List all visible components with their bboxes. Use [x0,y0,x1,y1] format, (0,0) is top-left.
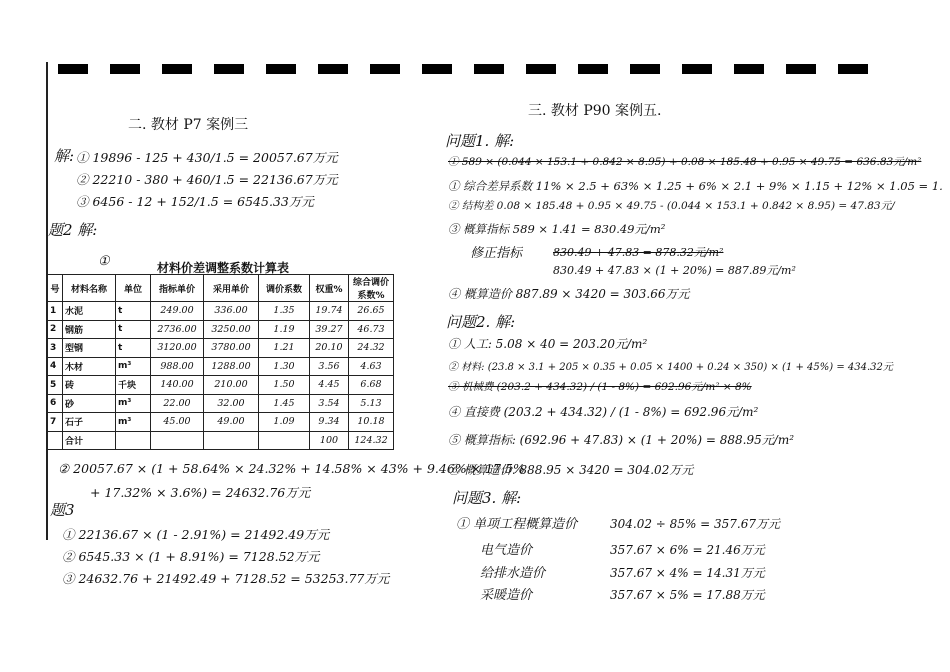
adjust-coef: 1.09 [259,413,310,432]
table-row [48,357,394,376]
header-cell: 调价系数 [259,275,310,302]
table-header-row [48,275,394,302]
index-price: 249.00 [151,302,204,321]
adjust-coef: 1.35 [259,302,310,321]
right-fix-struck: 830.49 + 47.83 = 878.32元/m² [553,246,724,259]
material-unit: m³ [116,357,151,376]
row-index: 2 [48,320,63,339]
header-cell: 指标单价 [151,275,204,302]
right-q2-line-5: ⑥ 概算造价. 888.95 × 3420 = 304.02万元 [448,463,694,477]
combined-coef: 46.73 [349,320,394,339]
table-title: 材料价差调整系数计算表 [157,261,290,275]
right-heading: 三. 教材 P90 案例五. [528,103,662,119]
right-q3-item-label: ① 单项工程概算造价 [456,517,578,532]
material-unit: m³ [116,394,151,413]
table-row [48,394,394,413]
left-solution-line-1: ① 19896 - 125 + 430/1.5 = 20057.67万元 [76,150,338,165]
table-row [48,339,394,358]
empty-cell [116,431,151,450]
right-q2-line-2: ② 材料: (23.8 × 3.1 + 205 × 0.35 + 0.05 × 1400 + 0.24 × 350) × (1 + 45%) = 434.32元 [448,362,893,373]
right-q1-line-3: ③ 概算指标 589 × 1.41 = 830.49元/m² [448,222,666,236]
adopted-price: 32.00 [204,394,259,413]
left-q3-line-3: ③ 24632.76 + 21492.49 + 7128.52 = 53253.77万元 [62,571,390,586]
index-price: 988.00 [151,357,204,376]
empty-cell [151,431,204,450]
combined-coef: 24.32 [349,339,394,358]
adopted-price: 49.00 [204,413,259,432]
combined-coef: 26.65 [349,302,394,321]
left-q2-label: 题2 解: [48,221,98,239]
table-row [48,302,394,321]
right-q1-struck-line: ① 589 × (0.044 × 153.1 + 0.842 × 8.95) + 0.08 × 185.48 + 0.95 × 49.75 = 636.83元/m² [448,156,922,168]
right-q2-label: 问题2. 解: [446,313,516,331]
table-row [48,413,394,432]
material-unit: 千块 [116,376,151,395]
table-marker: ① [98,254,110,269]
index-price: 3120.00 [151,339,204,358]
header-cell: 采用单价 [204,275,259,302]
table-total-row [48,431,394,450]
weight: 3.56 [310,357,349,376]
combined-coef: 5.13 [349,394,394,413]
table-row [48,320,394,339]
left-q3-line-2: ② 6545.33 × (1 + 8.91%) = 7128.52万元 [62,549,320,564]
material-name: 水泥 [63,302,116,321]
right-q2-line-3: ④ 直接费 (203.2 + 434.32) / (1 - 8%) = 692.96元/m² [448,405,759,419]
combined-coef: 4.63 [349,357,394,376]
left-q3-label: 题3 [50,501,75,519]
right-q2-line-1: ① 人工: 5.08 × 40 = 203.20元/m² [448,337,648,351]
weight: 39.27 [310,320,349,339]
right-q3-item-value: 357.67 × 4% = 14.31万元 [610,566,765,580]
row-index: 4 [48,357,63,376]
right-q3-item-label: 给排水造价 [480,566,546,581]
total-weight: 100 [310,431,349,450]
left-heading: 二. 教材 P7 案例三 [128,117,249,133]
weight: 20.10 [310,339,349,358]
weight: 19.74 [310,302,349,321]
row-index: 5 [48,376,63,395]
empty-cell [259,431,310,450]
material-price-table [47,274,394,450]
row-index: 7 [48,413,63,432]
left-solution-line-2: ② 22210 - 380 + 460/1.5 = 22136.67万元 [76,172,338,187]
right-q3-item-value: 304.02 ÷ 85% = 357.67万元 [610,517,781,531]
left-q2-line-2: + 17.32% × 3.6%) = 24632.76万元 [90,485,311,500]
header-cell: 号 [48,275,63,302]
empty-cell [204,431,259,450]
material-unit: t [116,302,151,321]
material-name: 石子 [63,413,116,432]
material-unit: t [116,320,151,339]
row-index [48,431,63,450]
left-q3-line-1: ① 22136.67 × (1 - 2.91%) = 21492.49万元 [62,527,330,542]
right-q1-line-2: ② 结构差 0.08 × 185.48 + 0.95 × 49.75 - (0.044 × 153.1 + 0.842 × 8.95) = 47.83元/ [448,200,895,212]
left-q2-line-1: ② 20057.67 × (1 + 58.64% × 24.32% + 14.58% × 43% + 9.46% × 17.5% [58,461,525,476]
header-cell: 权重% [310,275,349,302]
right-q3-item-label: 采暖造价 [480,588,533,603]
right-q1-line-1: ① 综合差异系数 11% × 2.5 + 63% × 1.25 + 6% × 2.1 + 9% × 1.15 + 12% × 1.05 = 1. [448,179,943,193]
adopted-price: 210.00 [204,376,259,395]
left-solution-label: 解: [54,147,75,165]
header-cell: 综合调价系数% [349,275,394,302]
material-name: 砖 [63,376,116,395]
total-label: 合计 [63,431,116,450]
weight: 4.45 [310,376,349,395]
adjust-coef: 1.45 [259,394,310,413]
left-solution-line-3: ③ 6456 - 12 + 152/1.5 = 6545.33万元 [76,194,314,209]
right-q1-label: 问题1. 解: [445,132,515,150]
material-name: 砂 [63,394,116,413]
right-q3-item-label: 电气造价 [480,543,533,558]
material-unit: t [116,339,151,358]
binding-dash-line [58,64,884,74]
header-cell: 单位 [116,275,151,302]
adopted-price: 336.00 [204,302,259,321]
right-q3-label: 问题3. 解: [452,489,522,507]
right-q3-item-value: 357.67 × 6% = 21.46万元 [610,543,765,557]
adjust-coef: 1.50 [259,376,310,395]
right-fix-line: 830.49 + 47.83 × (1 + 20%) = 887.89元/m² [553,264,796,277]
row-index: 6 [48,394,63,413]
adopted-price: 3780.00 [204,339,259,358]
total-combined-coef: 124.32 [349,431,394,450]
right-q2-line-4: ⑤ 概算指标: (692.96 + 47.83) × (1 + 20%) = 888.95元/m² [448,433,795,447]
right-q2-struck-line: ③ 机械费 (203.2 + 434.32) / (1 - 8%) = 692.96元/m² × 8% [448,381,752,393]
weight: 9.34 [310,413,349,432]
table-row [48,376,394,395]
adopted-price: 1288.00 [204,357,259,376]
row-index: 1 [48,302,63,321]
right-fix-label: 修正指标 [470,246,523,261]
combined-coef: 10.18 [349,413,394,432]
adjust-coef: 1.21 [259,339,310,358]
material-name: 型钢 [63,339,116,358]
adjust-coef: 1.30 [259,357,310,376]
combined-coef: 6.68 [349,376,394,395]
adopted-price: 3250.00 [204,320,259,339]
index-price: 2736.00 [151,320,204,339]
index-price: 140.00 [151,376,204,395]
material-name: 木材 [63,357,116,376]
index-price: 22.00 [151,394,204,413]
material-unit: m³ [116,413,151,432]
index-price: 45.00 [151,413,204,432]
right-q3-item-value: 357.67 × 5% = 17.88万元 [610,588,765,602]
adjust-coef: 1.19 [259,320,310,339]
right-q1-end: ④ 概算造价 887.89 × 3420 = 303.66万元 [448,287,690,301]
row-index: 3 [48,339,63,358]
header-cell: 材料名称 [63,275,116,302]
material-name: 钢筋 [63,320,116,339]
weight: 3.54 [310,394,349,413]
